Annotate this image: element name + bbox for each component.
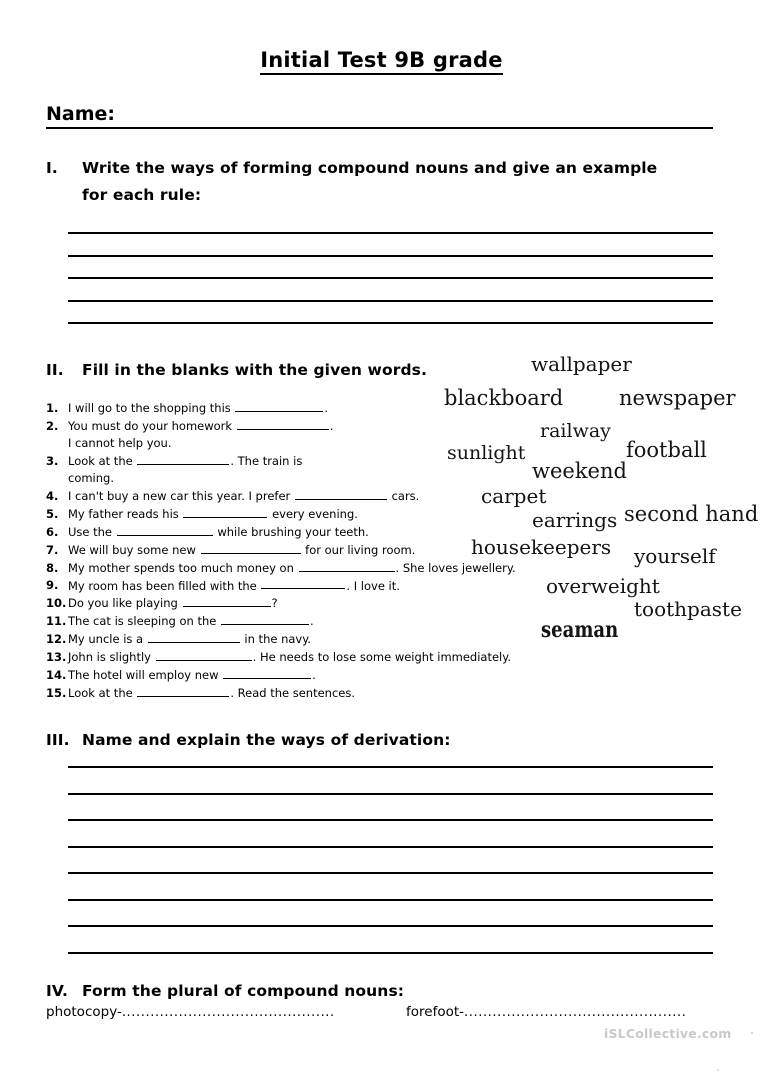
answer-blank[interactable] xyxy=(261,578,345,590)
word-bank-word[interactable]: seaman xyxy=(541,617,619,643)
answer-blank[interactable] xyxy=(117,524,213,536)
answer-blank[interactable] xyxy=(183,506,267,518)
section-three-numeral: III. xyxy=(46,731,70,749)
section-four-numeral: IV. xyxy=(46,982,68,1000)
word-bank-word[interactable]: second hand xyxy=(624,502,759,526)
sentence-text-after: . He needs to lose some weight immediately. xyxy=(252,650,512,665)
sentence-text-after: . xyxy=(329,418,334,433)
word-bank-word[interactable]: housekeepers xyxy=(471,535,612,559)
sentence-item xyxy=(46,649,551,665)
plural-answer-dots[interactable]: ............................................... xyxy=(464,1005,687,1020)
sentence-number: 12. xyxy=(46,632,67,647)
word-bank-word[interactable]: toothpaste xyxy=(634,597,742,621)
answer-blank[interactable] xyxy=(201,542,301,554)
answer-line[interactable] xyxy=(68,793,713,795)
answer-line[interactable] xyxy=(68,872,713,874)
word-bank-word[interactable]: overweight xyxy=(546,574,660,598)
sentence-number: 2. xyxy=(46,418,59,433)
section-four-prompt: Form the plural of compound nouns: xyxy=(82,982,405,1000)
word-bank-word[interactable]: football xyxy=(626,438,707,462)
sentence-text-after: every evening. xyxy=(268,506,358,521)
section-one-numeral: I. xyxy=(46,159,58,177)
sentence-text-after: . xyxy=(324,400,329,415)
section-two-numeral: II. xyxy=(46,361,64,379)
answer-blank[interactable] xyxy=(183,595,271,607)
answer-blank[interactable] xyxy=(221,613,309,625)
word-bank-word[interactable]: wallpaper xyxy=(531,352,632,376)
answer-blank[interactable] xyxy=(237,418,329,430)
sentence-number: 15. xyxy=(46,686,67,701)
answer-line[interactable] xyxy=(68,925,713,927)
sentence-text-after: in the navy. xyxy=(240,632,312,647)
answer-line[interactable] xyxy=(68,952,713,954)
section-one-prompt: Write the ways of forming compound nouns and give an example for each rule: xyxy=(82,159,658,205)
answer-blank[interactable] xyxy=(137,453,229,465)
sentence-number: 10. xyxy=(46,596,67,611)
answer-blank[interactable] xyxy=(137,685,229,697)
name-field-row xyxy=(46,103,713,129)
word-bank-word[interactable]: blackboard xyxy=(444,386,564,410)
word-bank-word[interactable]: yourself xyxy=(634,544,716,568)
sentence-text-before: You must do your homework xyxy=(68,418,236,433)
sentence-continuation: I cannot help you. xyxy=(68,435,172,450)
sentence-number: 3. xyxy=(46,453,59,468)
word-bank-word[interactable]: earrings xyxy=(532,508,618,532)
answer-blank[interactable] xyxy=(223,667,311,679)
sentence-number: 5. xyxy=(46,506,59,521)
sentence-number: 13. xyxy=(46,650,67,665)
sentence-text xyxy=(68,667,551,683)
answer-line[interactable] xyxy=(68,300,713,302)
section-one-heading xyxy=(46,155,706,209)
word-bank xyxy=(436,352,763,647)
sentence-text-before: Use the xyxy=(68,524,116,539)
sentence-text-after: . xyxy=(312,668,316,683)
answer-line[interactable] xyxy=(68,255,713,257)
sentence-text-before: My mother spends too much money on xyxy=(68,560,298,575)
section-two-prompt: Fill in the blanks with the given words. xyxy=(82,361,427,379)
answer-line[interactable] xyxy=(68,322,713,324)
answer-blank[interactable] xyxy=(235,400,323,412)
word-bank-word[interactable]: carpet xyxy=(481,484,547,508)
sentence-number: 4. xyxy=(46,488,59,503)
sentence-text-after: . I love it. xyxy=(346,578,400,593)
word-bank-word[interactable]: railway xyxy=(540,420,611,442)
plural-base-word: photocopy- xyxy=(46,1004,122,1020)
word-bank-word[interactable]: sunlight xyxy=(447,442,526,464)
sentence-continuation: coming. xyxy=(68,470,114,485)
section-three-answer-lines xyxy=(68,766,713,978)
answer-line[interactable] xyxy=(68,277,713,279)
sentence-text-before: I will go to the shopping this xyxy=(68,400,235,415)
answer-blank[interactable] xyxy=(148,631,240,643)
plural-base-word: forefoot- xyxy=(406,1004,465,1020)
sentence-text-after: . She loves jewellery. xyxy=(395,560,516,575)
sentence-text-before: My uncle is a xyxy=(68,632,147,647)
answer-blank[interactable] xyxy=(299,560,395,572)
sentence-number: 6. xyxy=(46,524,59,539)
sentence-item xyxy=(46,667,551,683)
sentence-text-before: Look at the xyxy=(68,453,137,468)
word-bank-word[interactable]: weekend xyxy=(532,459,627,483)
answer-line[interactable] xyxy=(68,766,713,768)
page-title-text: Initial Test 9B grade xyxy=(260,48,502,75)
name-write-line[interactable] xyxy=(46,127,713,129)
section-one-answer-lines xyxy=(68,232,713,345)
sentence-text-after: for our living room. xyxy=(301,542,416,557)
plural-answer-dots[interactable]: ............................................. xyxy=(121,1005,335,1020)
sentence-text-before: The cat is sleeping on the xyxy=(68,614,221,629)
answer-line[interactable] xyxy=(68,819,713,821)
answer-line[interactable] xyxy=(68,899,713,901)
plural-item xyxy=(406,1004,686,1020)
sentence-item xyxy=(46,685,551,701)
section-three-heading xyxy=(46,731,451,749)
name-label: Name: xyxy=(46,103,116,125)
sentence-number: 9. xyxy=(46,578,59,593)
sentence-number: 7. xyxy=(46,542,59,557)
watermark-dot-secondary xyxy=(717,1069,719,1071)
sentence-text-before: The hotel will employ new xyxy=(68,668,223,683)
sentence-text-after: . The train is xyxy=(230,453,303,468)
answer-blank[interactable] xyxy=(295,488,387,500)
section-four-heading xyxy=(46,982,404,1000)
site-watermark: iSLCollective.com xyxy=(604,1026,732,1041)
sentence-text-before: Look at the xyxy=(68,686,137,701)
sentence-number: 1. xyxy=(46,400,59,415)
sentence-text-after: ? xyxy=(271,596,278,611)
page-title xyxy=(0,48,763,72)
sentence-text-before: John is slightly xyxy=(68,650,155,665)
sentence-text-after: while brushing your teeth. xyxy=(213,524,369,539)
section-two-heading xyxy=(46,361,427,379)
sentence-text-after: cars. xyxy=(387,488,420,503)
sentence-text-before: We will buy some new xyxy=(68,542,200,557)
word-bank-word[interactable]: newspaper xyxy=(619,386,736,410)
answer-line[interactable] xyxy=(68,232,713,234)
sentence-text-after: . Read the sentences. xyxy=(230,686,356,701)
sentence-text-before: Do you like playing xyxy=(68,596,182,611)
sentence-text-after: . xyxy=(310,614,314,629)
sentence-number: 11. xyxy=(46,614,67,629)
section-three-prompt: Name and explain the ways of derivation: xyxy=(82,731,451,749)
sentence-text-before: My room has been filled with the xyxy=(68,578,261,593)
sentence-number: 8. xyxy=(46,560,59,575)
answer-line[interactable] xyxy=(68,846,713,848)
sentence-text xyxy=(68,649,551,665)
answer-blank[interactable] xyxy=(156,649,252,661)
plural-item xyxy=(46,1004,335,1020)
sentence-text-before: I can't buy a new car this year. I prefer xyxy=(68,488,294,503)
sentence-text-before: My father reads his xyxy=(68,506,183,521)
sentence-text xyxy=(68,685,551,701)
watermark-dot xyxy=(751,1032,753,1034)
sentence-number: 14. xyxy=(46,668,67,683)
